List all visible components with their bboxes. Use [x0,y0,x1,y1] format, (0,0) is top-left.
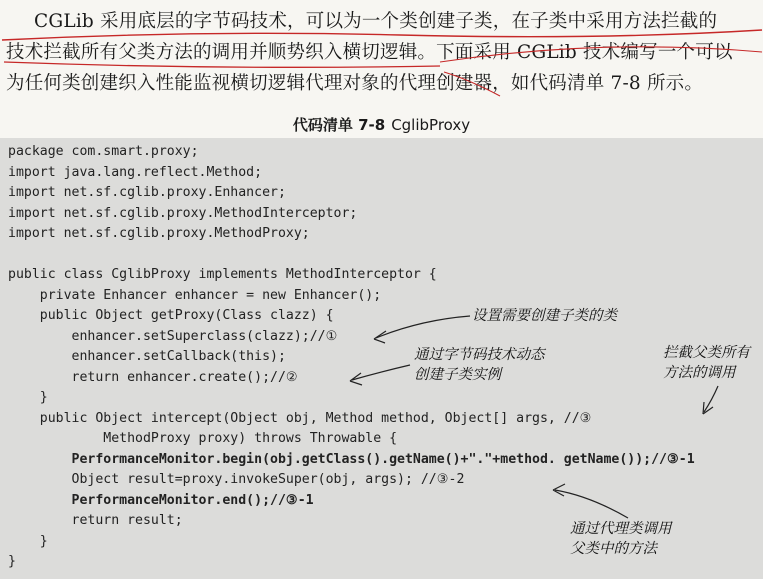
annotation-text: 通过代理类调用 [570,521,672,537]
intro-line-2: 技术拦截所有父类方法的调用并顺势织入横切逻辑。下面采用 CGLib 技术编写一个可以 [6,42,733,63]
code-line: public Object getProxy(Class clazz) { [8,308,334,323]
intro-line-3: 为任何类创建织入性能监视横切逻辑代理对象的代理创建器，如代码清单 7-8 所示。 [6,73,704,94]
listing-name: CglibProxy [391,116,471,134]
code-line: import net.sf.cglib.proxy.MethodProxy; [8,226,310,241]
code-block [8,142,695,573]
annotation-text: 方法的调用 [663,365,736,381]
annotation-intercept-calls [663,343,750,383]
code-line: private Enhancer enhancer = new Enhancer(); [8,287,382,303]
annotation-create-instance [414,345,545,385]
annotation-set-subclass [472,306,617,326]
annotation-text: 父类中的方法 [570,541,657,557]
code-line: public class CglibProxy implements MethodInterceptor { [8,267,437,282]
code-line: public Object intercept(Object obj, Method method, Object[] args, //③ [8,410,592,426]
intro-line-1: CGLib 采用底层的字节码技术，可以为一个类创建子类，在子类中采用方法拦截的 [34,11,718,32]
code-line: return enhancer.create();//② [8,369,298,385]
code-line-bold: PerformanceMonitor.begin(obj.getClass().getName()+"."+method. getName());//③-1 [8,451,695,467]
listing-caption [0,114,763,135]
code-line: enhancer.setCallback(this); [8,349,286,364]
code-line: } [8,390,48,405]
code-line: MethodProxy proxy) throws Throwable { [8,431,398,446]
code-line [8,245,695,266]
annotation-text: 拦截父类所有 [663,345,750,361]
code-line: import net.sf.cglib.proxy.Enhancer; [8,185,286,200]
code-line: package com.smart.proxy; [8,144,199,159]
annotation-text: 通过字节码技术动态 [414,347,545,363]
code-line-bold: PerformanceMonitor.end();//③-1 [8,492,314,508]
code-line: return result; [8,513,183,528]
code-listing [0,138,763,579]
intro-paragraph [6,6,758,99]
annotation-invoke-super [570,519,672,559]
annotation-text: 设置需要创建子类的类 [472,308,617,324]
code-line: import java.lang.reflect.Method; [8,164,263,180]
code-line: Object result=proxy.invokeSuper(obj, args); //③-2 [8,472,465,487]
listing-label: 代码清单 7-8 [292,116,386,134]
code-line: } [8,533,48,549]
code-line: enhancer.setSuperclass(clazz);//① [8,328,338,344]
code-line: import net.sf.cglib.proxy.MethodInterceptor; [8,205,358,221]
annotation-text: 创建子类实例 [414,367,501,383]
code-line: } [8,554,16,569]
